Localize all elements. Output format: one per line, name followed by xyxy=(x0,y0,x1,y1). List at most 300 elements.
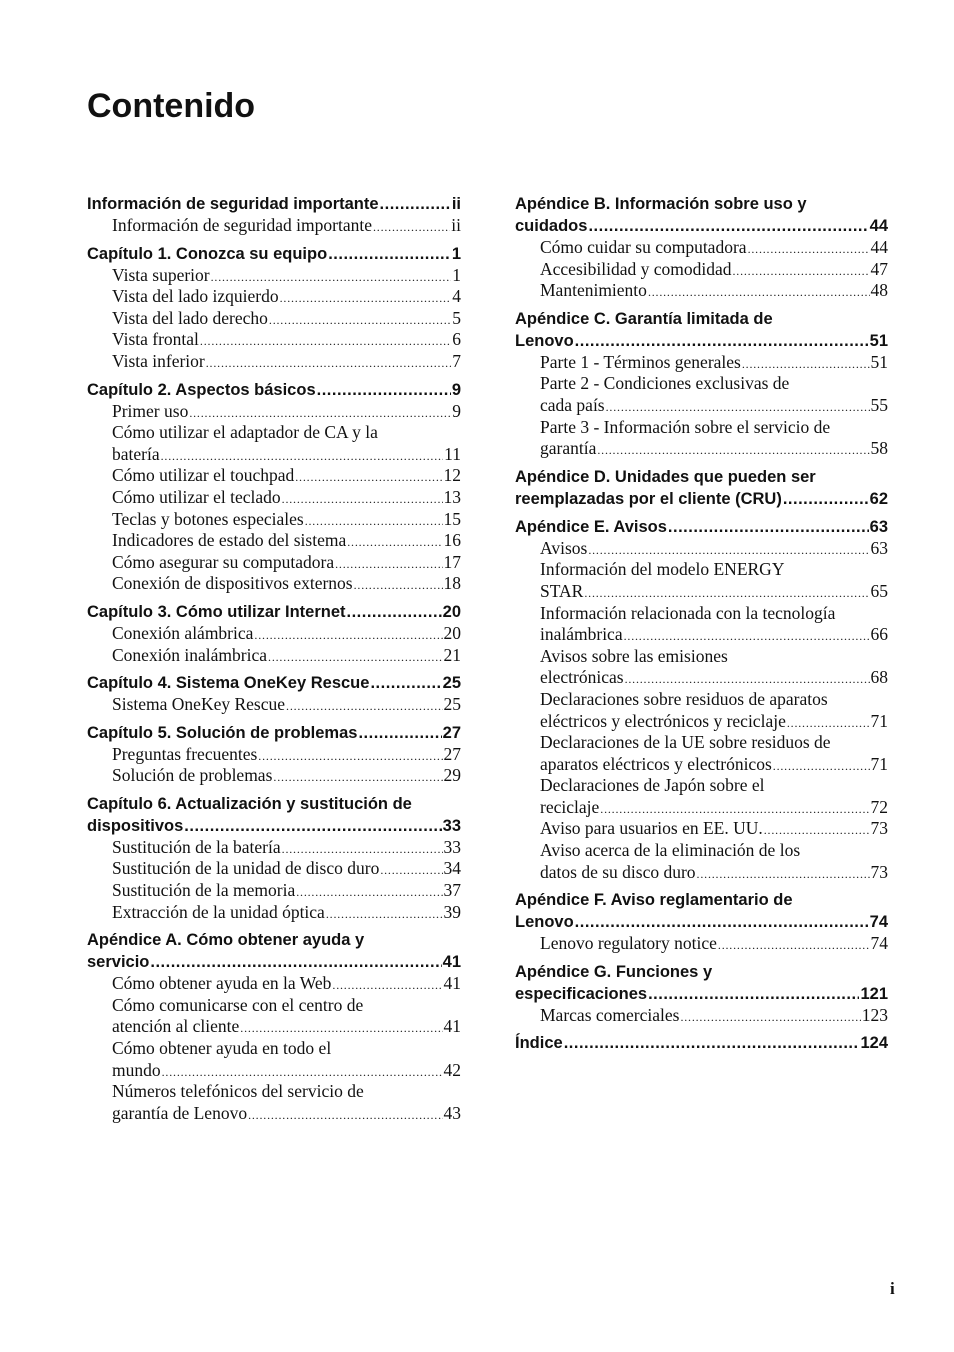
toc-chapter-heading[interactable] xyxy=(515,466,888,510)
toc-entry[interactable] xyxy=(540,237,888,259)
dot-leader xyxy=(575,330,869,352)
dot-leader xyxy=(648,983,859,1005)
toc-page-number: 123 xyxy=(861,1004,888,1025)
toc-section xyxy=(515,1032,888,1054)
dot-leader xyxy=(347,601,442,623)
toc-entry-text: Apéndice C. Garantía limitada de xyxy=(515,309,773,328)
toc-page-number: 6 xyxy=(452,329,461,350)
toc-subentries xyxy=(515,538,888,884)
toc-page-number: 18 xyxy=(443,573,461,594)
toc-entry-text: datos de su disco duro xyxy=(540,861,696,882)
toc-page-number: 121 xyxy=(860,984,888,1003)
toc-entry-line xyxy=(112,995,461,1017)
toc-entry[interactable] xyxy=(112,645,461,667)
dot-leader xyxy=(161,444,444,466)
dot-leader xyxy=(588,538,869,560)
toc-entry-line xyxy=(112,465,461,487)
dot-leader xyxy=(305,509,443,531)
toc-entry-text: Apéndice G. Funciones y xyxy=(515,962,713,981)
toc-entry-text: Cómo asegurar su computadora xyxy=(112,551,335,572)
toc-entry-line xyxy=(540,259,888,281)
toc-entry-text: Declaraciones de la UE sobre residuos de xyxy=(540,732,831,753)
toc-entry[interactable] xyxy=(112,973,461,995)
dot-leader xyxy=(575,911,869,933)
toc-entry-text: Información del modelo ENERGY xyxy=(540,559,785,580)
toc-entry-line xyxy=(112,422,461,444)
toc-entry-text: Capítulo 3. Cómo utilizar Internet xyxy=(87,602,346,621)
toc-entry-text: Cómo utilizar el adaptador de CA y la xyxy=(112,422,378,443)
toc-entry[interactable] xyxy=(112,880,461,902)
toc-section xyxy=(87,601,461,666)
toc-entry-text: Cómo cuidar su computadora xyxy=(540,237,747,257)
toc-entry-text: Vista superior xyxy=(112,264,210,285)
toc-entry-line xyxy=(112,1081,461,1103)
dot-leader xyxy=(380,858,442,880)
dot-leader xyxy=(248,1103,442,1125)
toc-page-number: 20 xyxy=(443,622,461,643)
toc-chapter-heading[interactable] xyxy=(515,193,888,237)
toc-page-number: 34 xyxy=(443,858,461,879)
toc-page-number: 51 xyxy=(869,331,888,350)
toc-entry-text: Cómo comunicarse con el centro de xyxy=(112,994,364,1015)
toc-page-number: ii xyxy=(451,195,461,213)
dot-leader xyxy=(280,286,452,308)
toc-subentries xyxy=(87,401,461,595)
toc-entry-text: Teclas y botones especiales xyxy=(112,508,304,529)
toc-entry[interactable] xyxy=(540,775,888,818)
toc-entry[interactable] xyxy=(112,552,461,574)
toc-chapter-heading[interactable] xyxy=(87,193,461,215)
toc-chapter-line xyxy=(515,488,888,510)
toc-chapter-line xyxy=(515,466,888,488)
toc-entry-line xyxy=(112,1016,461,1038)
toc-chapter-heading[interactable] xyxy=(515,308,888,352)
toc-entry[interactable] xyxy=(112,401,461,423)
dot-leader xyxy=(206,351,452,373)
toc-entry-text: Apéndice E. Avisos xyxy=(515,517,667,536)
dot-leader xyxy=(764,818,870,840)
toc-entry-text: batería xyxy=(112,443,160,464)
toc-entry-text: Accesibilidad y comodidad xyxy=(540,258,732,279)
toc-entry-text: Avisos sobre las emisiones xyxy=(540,645,728,666)
toc-entry[interactable] xyxy=(112,623,461,645)
toc-section xyxy=(87,793,461,923)
toc-page-number: 65 xyxy=(870,580,888,601)
toc-page-number: 1 xyxy=(451,244,461,263)
dot-leader xyxy=(328,243,451,265)
toc-entry-text: Capítulo 4. Sistema OneKey Rescue xyxy=(87,674,370,693)
toc-entry-text: electrónicas xyxy=(540,667,624,688)
toc-entry-line xyxy=(112,858,461,880)
dot-leader xyxy=(332,973,442,995)
toc-section xyxy=(87,672,461,716)
toc-page-number: 33 xyxy=(443,836,461,857)
toc-chapter-line xyxy=(87,929,461,951)
dot-leader xyxy=(150,951,441,973)
toc-entry-line xyxy=(540,667,888,689)
toc-entry[interactable] xyxy=(112,902,461,924)
toc-page-number: 72 xyxy=(870,796,888,817)
toc-entry-line xyxy=(112,509,461,531)
toc-page-number: 7 xyxy=(452,350,461,371)
toc-chapter-heading[interactable] xyxy=(87,672,461,694)
toc-entry-line xyxy=(540,732,888,754)
toc-entry-line xyxy=(540,280,888,302)
toc-subentries xyxy=(87,744,461,787)
toc-section xyxy=(87,722,461,787)
toc-entry-line xyxy=(540,581,888,603)
toc-entry-line xyxy=(540,352,888,374)
toc-entry-line xyxy=(540,438,888,460)
toc-entry-text: Cómo obtener ayuda en todo el xyxy=(112,1038,332,1059)
toc-entry-text: aparatos eléctricos y electrónicos xyxy=(540,753,772,774)
toc-page-number: 41 xyxy=(443,973,461,994)
toc-entry-line xyxy=(112,1103,461,1125)
toc-entry-line xyxy=(112,265,461,287)
dot-leader xyxy=(783,488,869,510)
toc-page-number: 4 xyxy=(452,286,461,307)
toc-entry-line xyxy=(540,797,888,819)
dot-leader xyxy=(268,645,442,667)
toc-entry-text: Conexión alámbrica xyxy=(112,622,254,643)
toc-chapter-line xyxy=(87,379,461,401)
toc-entry[interactable] xyxy=(112,308,461,330)
toc-entry-line xyxy=(540,373,888,395)
toc-entry[interactable] xyxy=(540,538,888,560)
toc-page-number: 17 xyxy=(443,551,461,572)
toc-section xyxy=(515,193,888,302)
toc-column-left xyxy=(87,193,461,1130)
toc-entry-text: cada país xyxy=(540,394,605,415)
toc-entry-line xyxy=(540,711,888,733)
dot-leader xyxy=(625,667,870,689)
toc-page-number: 33 xyxy=(442,816,461,835)
toc-entry[interactable] xyxy=(540,373,888,416)
toc-entry-text: Lenovo xyxy=(515,913,574,932)
toc-entry[interactable] xyxy=(112,573,461,595)
toc-entry[interactable] xyxy=(112,422,461,465)
toc-entry[interactable] xyxy=(112,465,461,487)
toc-entry-text: Apéndice D. Unidades que pueden ser xyxy=(515,467,816,486)
dot-leader xyxy=(184,815,441,837)
dot-leader xyxy=(748,237,870,259)
toc-entry-line xyxy=(112,645,461,667)
toc-entry[interactable] xyxy=(540,732,888,775)
toc-entry-line xyxy=(112,837,461,859)
toc-page-number: 51 xyxy=(870,351,888,372)
toc-page-number: 16 xyxy=(443,530,461,551)
toc-page-number: ii xyxy=(451,215,461,235)
dot-leader xyxy=(606,395,870,417)
toc-subentries xyxy=(87,215,461,237)
toc-entry[interactable] xyxy=(540,1005,888,1027)
toc-chapter-heading[interactable] xyxy=(87,793,461,837)
toc-entry-text: garantía de Lenovo xyxy=(112,1102,248,1123)
toc-page-number: 20 xyxy=(442,602,461,621)
toc-chapter-heading[interactable] xyxy=(87,722,461,744)
toc-entry[interactable] xyxy=(540,646,888,689)
toc-section xyxy=(515,516,888,884)
toc-entry-line xyxy=(112,444,461,466)
toc-entry-text: servicio xyxy=(87,953,150,972)
toc-page-number: 5 xyxy=(452,307,461,328)
toc-page-number: 11 xyxy=(444,443,461,464)
toc-entry-line xyxy=(112,286,461,308)
toc-entry-text: reciclaje xyxy=(540,796,600,817)
toc-entry-line xyxy=(540,933,888,955)
toc-entry[interactable] xyxy=(112,351,461,373)
toc-page-number: 63 xyxy=(870,537,888,558)
toc-entry-line xyxy=(112,351,461,373)
toc-entry-text: Vista inferior xyxy=(112,350,205,371)
toc-entry-text: Parte 2 - Condiciones exclusivas de xyxy=(540,373,790,394)
toc-entry-text: eléctricos y electrónicos y reciclaje xyxy=(540,710,786,731)
toc-entry[interactable] xyxy=(112,286,461,308)
toc-page-number: 12 xyxy=(443,465,461,486)
toc-page-number: 62 xyxy=(869,489,888,508)
toc-entry[interactable] xyxy=(540,280,888,302)
toc-chapter-heading[interactable] xyxy=(515,1032,888,1054)
dot-leader xyxy=(162,1060,443,1082)
toc-page-number: 25 xyxy=(443,694,461,715)
toc-subentries xyxy=(515,237,888,302)
toc-entry-line xyxy=(112,530,461,552)
toc-entry[interactable] xyxy=(112,837,461,859)
toc-entry[interactable] xyxy=(540,417,888,460)
toc-page-number: 68 xyxy=(870,667,888,688)
toc-page-number: 27 xyxy=(443,743,461,764)
dot-leader xyxy=(347,530,442,552)
dot-leader xyxy=(787,711,870,733)
toc-entry[interactable] xyxy=(112,1081,461,1124)
toc-page-number: 41 xyxy=(443,1016,461,1037)
toc-entry[interactable] xyxy=(112,509,461,531)
toc-entry-text: Vista del lado izquierdo xyxy=(112,286,279,307)
toc-page-number: 74 xyxy=(869,913,888,932)
toc-entry[interactable] xyxy=(112,329,461,351)
toc-entry[interactable] xyxy=(112,858,461,880)
toc-chapter-line xyxy=(515,1032,888,1054)
toc-entry-text: Declaraciones de Japón sobre el xyxy=(540,775,765,796)
toc-entry-text: Avisos xyxy=(540,537,588,558)
toc-page-number: 71 xyxy=(870,710,888,731)
page-title: Contenido xyxy=(87,87,256,125)
toc-entry-text: inalámbrica xyxy=(540,624,623,645)
dot-leader xyxy=(600,797,869,819)
dot-leader xyxy=(648,280,870,302)
toc-entry-text: Capítulo 1. Conozca su equipo xyxy=(87,244,328,263)
toc-entry-text: cuidados xyxy=(515,217,588,235)
toc-entry-text: Sustitución de la memoria xyxy=(112,880,296,901)
toc-entry-text: Preguntas frecuentes xyxy=(112,743,258,764)
toc-entry[interactable] xyxy=(112,765,461,787)
toc-entry-text: garantía xyxy=(540,438,597,459)
toc-section xyxy=(87,243,461,373)
toc-entry-text: Capítulo 6. Actualización y sustitución de xyxy=(87,794,412,813)
dot-leader xyxy=(597,438,869,460)
toc-entry-line xyxy=(540,775,888,797)
toc-chapter-line xyxy=(515,961,888,983)
toc-subentries xyxy=(87,837,461,923)
dot-leader xyxy=(282,837,443,859)
toc-chapter-line xyxy=(87,722,461,744)
toc-entry[interactable] xyxy=(540,352,888,374)
dot-leader xyxy=(773,754,870,776)
toc-entry-text: Cómo utilizar el teclado xyxy=(112,486,281,507)
toc-chapter-heading[interactable] xyxy=(515,516,888,538)
toc-entry[interactable] xyxy=(112,487,461,509)
toc-page-number: 27 xyxy=(442,723,461,742)
toc-entry[interactable] xyxy=(540,559,888,602)
dot-leader xyxy=(584,581,869,603)
toc-section xyxy=(515,889,888,955)
toc-chapter-line xyxy=(515,983,888,1005)
toc-entry[interactable] xyxy=(112,265,461,287)
toc-page-number: 21 xyxy=(443,644,461,665)
toc-entry-text: Sustitución de la unidad de disco duro xyxy=(112,858,380,879)
toc-entry-text: Lenovo regulatory notice xyxy=(540,933,717,954)
toc-subentries xyxy=(87,694,461,716)
toc-entry-text: Solución de problemas xyxy=(112,765,273,786)
dot-leader xyxy=(370,672,441,694)
toc-entry-line xyxy=(540,237,888,259)
toc-entry-line xyxy=(112,487,461,509)
toc-page-number: 44 xyxy=(869,217,888,235)
toc-entry[interactable] xyxy=(112,1038,461,1081)
toc-entry[interactable] xyxy=(540,603,888,646)
toc-entry[interactable] xyxy=(112,744,461,766)
toc-page-number: 39 xyxy=(443,901,461,922)
toc-chapter-line xyxy=(515,911,888,933)
toc-chapter-line xyxy=(87,193,461,215)
toc-entry-text: Primer uso xyxy=(112,400,189,421)
toc-page-number: 13 xyxy=(443,486,461,507)
toc-section xyxy=(87,193,461,237)
toc-chapter-heading[interactable] xyxy=(87,243,461,265)
toc-section xyxy=(515,961,888,1027)
toc-entry-line xyxy=(540,840,888,862)
toc-entry[interactable] xyxy=(112,995,461,1038)
toc-entry[interactable] xyxy=(540,689,888,732)
toc-entry-line xyxy=(112,694,461,716)
toc-entry-text: Apéndice A. Cómo obtener ayuda y xyxy=(87,931,365,950)
toc-entry-text: dispositivos xyxy=(87,816,184,835)
dot-leader xyxy=(240,1016,442,1038)
toc-entry[interactable] xyxy=(540,933,888,955)
toc-entry[interactable] xyxy=(112,530,461,552)
toc-section xyxy=(515,308,888,460)
toc-chapter-line xyxy=(87,951,461,973)
toc-page-number: 43 xyxy=(443,1102,461,1123)
toc-page-number: 73 xyxy=(870,861,888,882)
dot-leader xyxy=(254,623,442,645)
dot-leader xyxy=(211,265,452,287)
toc-entry-text: Marcas comerciales xyxy=(540,1004,680,1025)
toc-entry-line xyxy=(112,902,461,924)
toc-entry[interactable] xyxy=(540,840,888,883)
toc-entry-text: Índice xyxy=(515,1034,563,1053)
toc-chapter-heading[interactable] xyxy=(87,601,461,623)
toc-entry-line xyxy=(540,754,888,776)
toc-chapter-heading[interactable] xyxy=(515,961,888,1005)
toc-chapter-line xyxy=(515,215,888,237)
toc-page-number: 9 xyxy=(452,400,461,421)
toc-chapter-line xyxy=(87,793,461,815)
toc-entry-text: Apéndice B. Información sobre uso y xyxy=(515,195,807,213)
dot-leader xyxy=(269,308,451,330)
toc-chapter-heading[interactable] xyxy=(87,929,461,973)
toc-entry-text: Indicadores de estado del sistema xyxy=(112,530,347,551)
toc-subentries xyxy=(87,265,461,373)
toc-entry-text: Sustitución de la batería xyxy=(112,836,281,857)
dot-leader xyxy=(200,329,451,351)
toc-entry[interactable] xyxy=(112,215,461,237)
toc-entry-line xyxy=(112,308,461,330)
dot-leader xyxy=(373,215,450,237)
toc-entry-text: Cómo utilizar el touchpad xyxy=(112,465,295,486)
toc-page-number: 71 xyxy=(870,753,888,774)
toc-entry-text: Apéndice F. Aviso reglamentario de xyxy=(515,891,793,910)
dot-leader xyxy=(282,487,443,509)
toc-page-number: 63 xyxy=(869,517,888,536)
toc-entry-line xyxy=(540,624,888,646)
toc-entry-text: reemplazadas por el cliente (CRU) xyxy=(515,489,782,508)
toc-page-number: 124 xyxy=(860,1034,888,1053)
toc-entry-text: Capítulo 5. Solución de problemas xyxy=(87,723,358,742)
toc-entry-line xyxy=(112,401,461,423)
toc-entry-text: Vista frontal xyxy=(112,329,199,350)
toc-entry-line xyxy=(540,603,888,625)
toc-entry-text: Aviso para usuarios en EE. UU. xyxy=(540,818,763,839)
toc-entry-text: Declaraciones sobre residuos de aparatos xyxy=(540,688,828,709)
toc-entry[interactable] xyxy=(112,694,461,716)
toc-page-number: 47 xyxy=(870,258,888,279)
toc-entry-text: Sistema OneKey Rescue xyxy=(112,694,286,715)
toc-section xyxy=(87,379,461,595)
dot-leader xyxy=(358,722,441,744)
toc-entry-text: Aviso acerca de la eliminación de los xyxy=(540,840,801,861)
toc-entry-text: mundo xyxy=(112,1059,161,1080)
toc-subentries xyxy=(87,973,461,1124)
toc-entry-line xyxy=(112,552,461,574)
toc-entry-line xyxy=(540,559,888,581)
toc-chapter-line xyxy=(87,243,461,265)
dot-leader xyxy=(273,765,442,787)
toc-chapter-line xyxy=(515,308,888,330)
toc-entry-line xyxy=(540,1005,888,1027)
toc-entry-line xyxy=(540,417,888,439)
page-number: i xyxy=(890,1279,895,1298)
toc-page-number: 1 xyxy=(452,264,461,285)
toc-chapter-line xyxy=(515,193,888,215)
toc-chapter-heading[interactable] xyxy=(87,379,461,401)
toc-entry-line xyxy=(112,1038,461,1060)
toc-entry[interactable] xyxy=(540,818,888,840)
toc-chapter-line xyxy=(87,672,461,694)
toc-entry-line xyxy=(112,215,461,237)
toc-page-number: 58 xyxy=(870,438,888,459)
toc-entry[interactable] xyxy=(540,259,888,281)
toc-subentries xyxy=(515,352,888,460)
toc-entry-text: STAR xyxy=(540,580,584,601)
toc-page-number: 37 xyxy=(443,880,461,901)
toc-section xyxy=(87,929,461,1124)
toc-chapter-line xyxy=(87,815,461,837)
toc-entry-text: Números telefónicos del servicio de xyxy=(112,1081,364,1102)
dot-leader xyxy=(326,902,443,924)
toc-chapter-heading[interactable] xyxy=(515,889,888,933)
toc-page-number: 48 xyxy=(870,280,888,301)
